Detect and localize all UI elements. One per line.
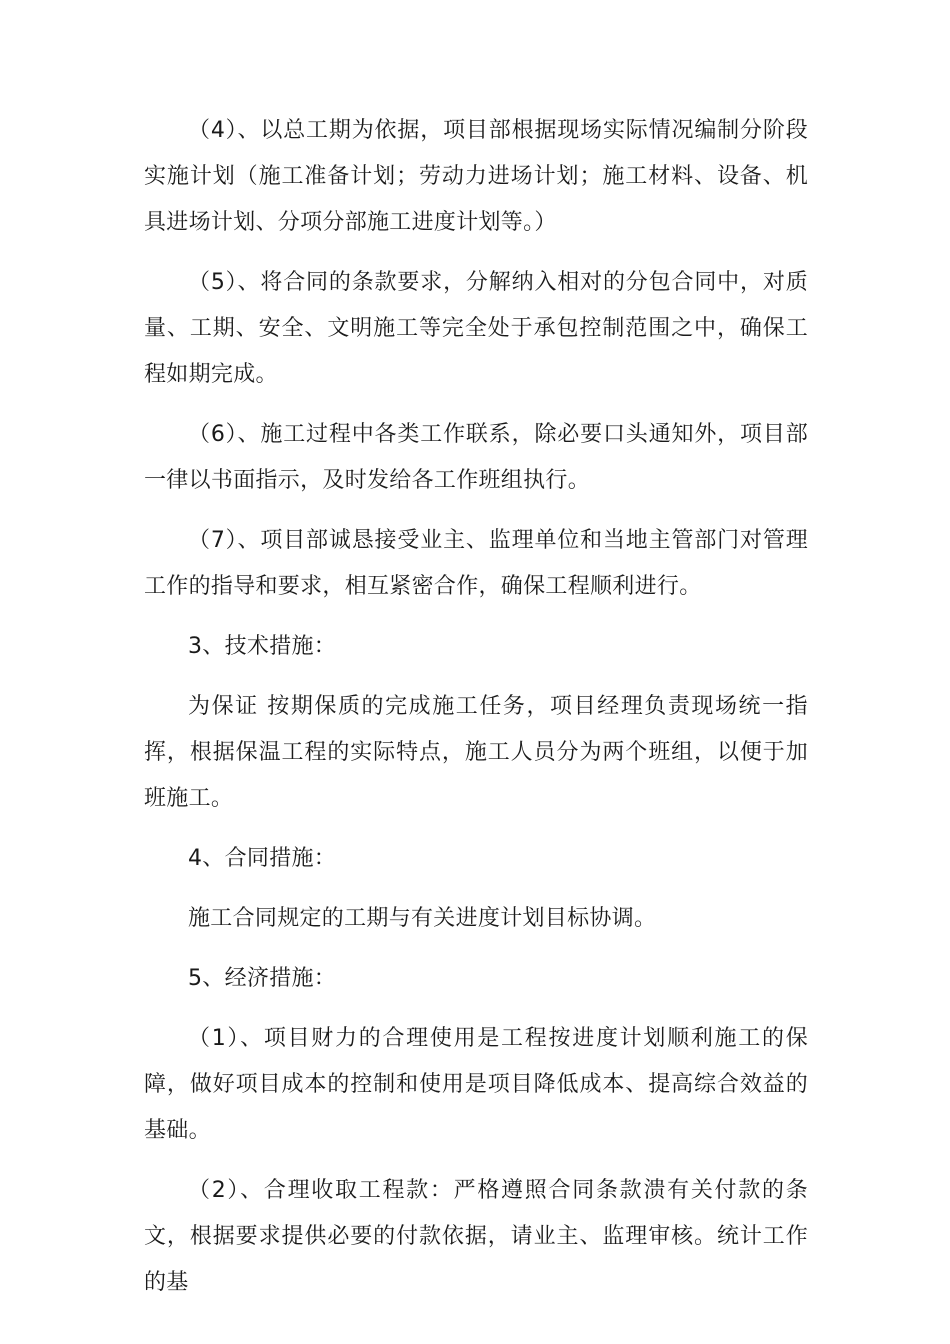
section-heading-contract-measures: 4、合同措施：: [188, 846, 337, 871]
paragraph-technical-measures: 为保证 按期保质的完成施工任务，项目经理负责现场统一指挥，根据保温工程的实际特点，施工人员分为两个班组，以便于加班施工。: [144, 694, 808, 811]
paragraph-item-4-schedule-plan: （4）、以总工期为依据，项目部根据现场实际情况编制分阶段实施计划（施工准备计划；劳动力进场计划；施工材料、设备、机具进场计划、分项分部施工进度计划等。）: [144, 118, 808, 235]
document-body: [144, 108, 808, 1320]
section-heading-technical-measures: 3、技术措施：: [188, 634, 337, 659]
paragraph-item-5-contract-terms: （5）、将合同的条款要求，分解纳入相对的分包合同中，对质量、工期、安全、文明施工等完全处于承包控制范围之中，确保工程如期完成。: [144, 270, 808, 387]
paragraph-economic-item-1: （1）、项目财力的合理使用是工程按进度计划顺利施工的保障，做好项目成本的控制和使用是项目降低成本、提高综合效益的基础。: [144, 1026, 808, 1143]
paragraph-item-7-cooperation: （7）、项目部诚恳接受业主、监理单位和当地主管部门对管理工作的指导和要求，相互紧密合作，确保工程顺利进行。: [144, 528, 808, 599]
section-heading-economic-measures: 5、经济措施：: [188, 966, 337, 991]
paragraph-item-6-work-contact: （6）、施工过程中各类工作联系，除必要口头通知外，项目部一律以书面指示，及时发给各工作班组执行。: [144, 422, 808, 493]
paragraph-economic-item-2: （2）、合理收取工程款：严格遵照合同条款溃有关付款的条文，根据要求提供必要的付款依据，请业主、监理审核。统计工作的基: [144, 1178, 808, 1295]
paragraph-contract-measures: 施工合同规定的工期与有关进度计划目标协调。: [188, 906, 657, 931]
